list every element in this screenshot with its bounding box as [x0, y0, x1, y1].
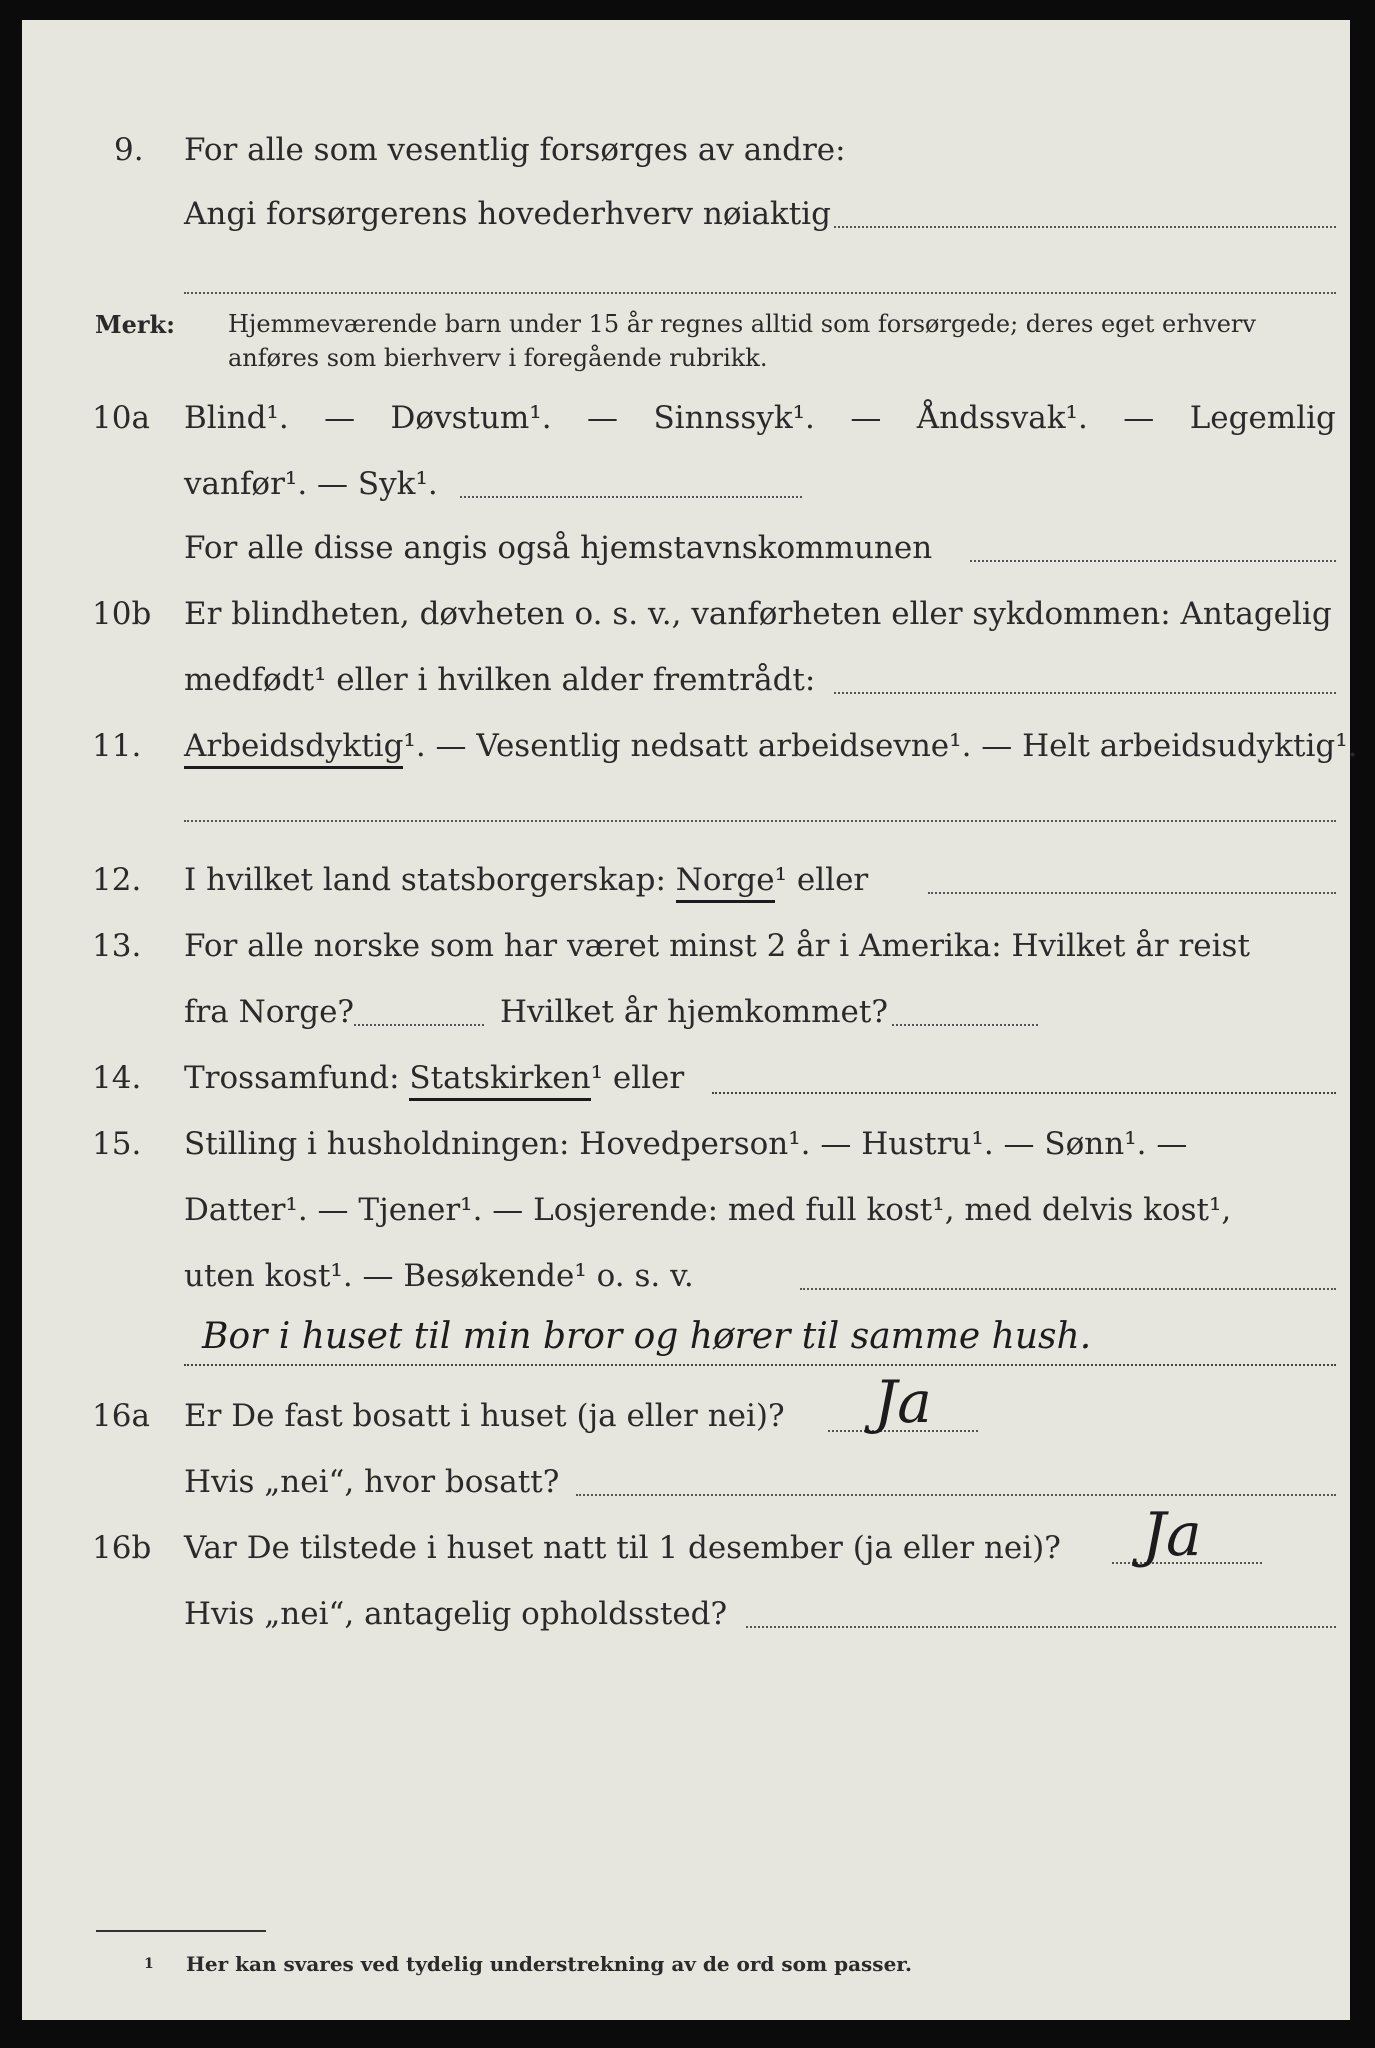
answer-line[interactable] [460, 496, 802, 498]
dash: — [324, 400, 356, 436]
answer-line[interactable] [928, 892, 1336, 894]
question-13-line-2 [22, 994, 1350, 1054]
footnote-rule [96, 1930, 266, 1932]
footnote-marker: 1 [144, 1956, 154, 1972]
question-15 [22, 1126, 1350, 1186]
dash: — [587, 400, 619, 436]
question-number: 13. [92, 928, 142, 964]
question-text-rest: ¹ eller [774, 862, 869, 898]
question-text: Hvilket år hjemkommet? [500, 994, 888, 1030]
option-sinnssyk: Sinnssyk¹. [653, 400, 815, 436]
question-16b [22, 1500, 1350, 1590]
option-blind: Blind¹. [184, 400, 289, 436]
question-text-rest: ¹ eller [590, 1060, 685, 1096]
question-text [184, 862, 868, 898]
question-9 [22, 132, 1350, 192]
selected-option-underline: Norge [676, 862, 775, 903]
question-number: 11. [92, 728, 142, 764]
question-text: Er blindheten, døvheten o. s. v., vanførheten eller sykdommen: Antagelig [184, 596, 1332, 632]
question-number: 15. [92, 1126, 142, 1162]
question-text-start: Trossamfund: [184, 1060, 400, 1096]
question-number: 14. [92, 1060, 142, 1096]
dash: — [850, 400, 882, 436]
option-legemlig: Legemlig [1189, 400, 1336, 436]
question-10a [22, 400, 1350, 460]
answer-line[interactable] [712, 1092, 1336, 1094]
question-number: 16b [92, 1530, 152, 1566]
question-text: For alle som vesentlig forsørges av andre: [184, 132, 846, 168]
question-text: Var De tilstede i huset natt til 1 desember (ja eller nei)? [184, 1530, 1061, 1566]
option-dovstum: Døvstum¹. [390, 400, 552, 436]
question-number: 16a [92, 1398, 150, 1434]
question-10a-line-2 [22, 466, 1350, 526]
question-text [184, 728, 1358, 764]
question-text: Er De fast bosatt i huset (ja eller nei)? [184, 1398, 785, 1434]
answer-line[interactable] [746, 1626, 1336, 1628]
question-14 [22, 1060, 1350, 1120]
census-form-page [22, 20, 1358, 2020]
question-text: Stilling i husholdningen: Hovedperson¹. — Hustru¹. — Sønn¹. — [184, 1126, 1188, 1162]
question-number: 10a [92, 400, 150, 436]
answer-line[interactable] [576, 1494, 1336, 1496]
question-text: uten kost¹. — Besøkende¹ o. s. v. [184, 1258, 694, 1294]
answer-line[interactable] [184, 820, 1336, 822]
question-11 [22, 728, 1358, 788]
question-number: 9. [114, 132, 144, 168]
question-text: fra Norge? [184, 994, 355, 1030]
dash: — [1123, 400, 1155, 436]
answer-line[interactable] [834, 226, 1336, 228]
answer-line[interactable] [184, 292, 1336, 294]
option-andssvak: Åndssvak¹. [916, 400, 1088, 436]
question-text-rest: ¹. — Vesentlig nedsatt arbeidsevne¹. — Helt arbeidsudyktig¹. [403, 728, 1358, 764]
question-10a-line-3 [22, 530, 1350, 590]
question-text: Hvis „nei“, hvor bosatt? [184, 1464, 560, 1500]
question-text: For alle norske som har været minst 2 år i Amerika: Hvilket år reist [184, 928, 1250, 964]
selected-option-underline: Arbeidsdyktig [184, 728, 403, 769]
answer-line-return-year[interactable] [892, 1024, 1038, 1026]
answer-line[interactable] [970, 560, 1336, 562]
question-16b-line-2 [22, 1596, 1350, 1656]
question-9-line-2 [22, 196, 1350, 256]
question-15-line-3 [22, 1258, 1350, 1318]
question-text: For alle disse angis også hjemstavnskommunen [184, 530, 933, 566]
selected-option-underline: Statskirken [409, 1060, 590, 1101]
question-10b [22, 596, 1350, 656]
handwritten-answer: Bor i huset til min bror og hører til samme hush. [202, 1316, 1092, 1357]
question-number: 10b [92, 596, 152, 632]
question-16a [22, 1368, 1350, 1458]
footnote-text: Her kan svares ved tydelig understrekning av de ord som passer. [186, 1952, 912, 1976]
question-text [184, 400, 1336, 436]
question-12 [22, 862, 1350, 922]
question-text: Angi forsørgerens hovederhverv nøiaktig [184, 196, 831, 232]
question-number: 12. [92, 862, 142, 898]
question-15-handwritten-answer [22, 1316, 1350, 1376]
question-text [184, 1060, 684, 1096]
question-text: vanfør¹. — Syk¹. [184, 466, 438, 502]
question-10b-line-2 [22, 662, 1350, 722]
note-label: Merk: [95, 310, 175, 339]
question-text: Hvis „nei“, antagelig opholdssted? [184, 1596, 728, 1632]
answer-line[interactable] [800, 1288, 1336, 1290]
answer-line[interactable] [184, 1364, 1336, 1366]
answer-line-departure-year[interactable] [354, 1024, 484, 1026]
question-text-start: I hvilket land statsborgerskap: [184, 862, 666, 898]
question-text: Datter¹. — Tjener¹. — Losjerende: med full kost¹, med delvis kost¹, [184, 1192, 1232, 1228]
handwritten-answer: Ja [1142, 1500, 1202, 1570]
question-15-line-2 [22, 1192, 1350, 1252]
handwritten-answer: Ja [874, 1368, 932, 1436]
question-13 [22, 928, 1350, 988]
answer-line[interactable] [834, 692, 1336, 694]
note-text: Hjemmeværende barn under 15 år regnes alltid som forsørgede; deres eget erhverv anføres som bierhverv i foregående rubrikk. [228, 310, 1256, 372]
question-text: medfødt¹ eller i hvilken alder fremtrådt: [184, 662, 816, 698]
